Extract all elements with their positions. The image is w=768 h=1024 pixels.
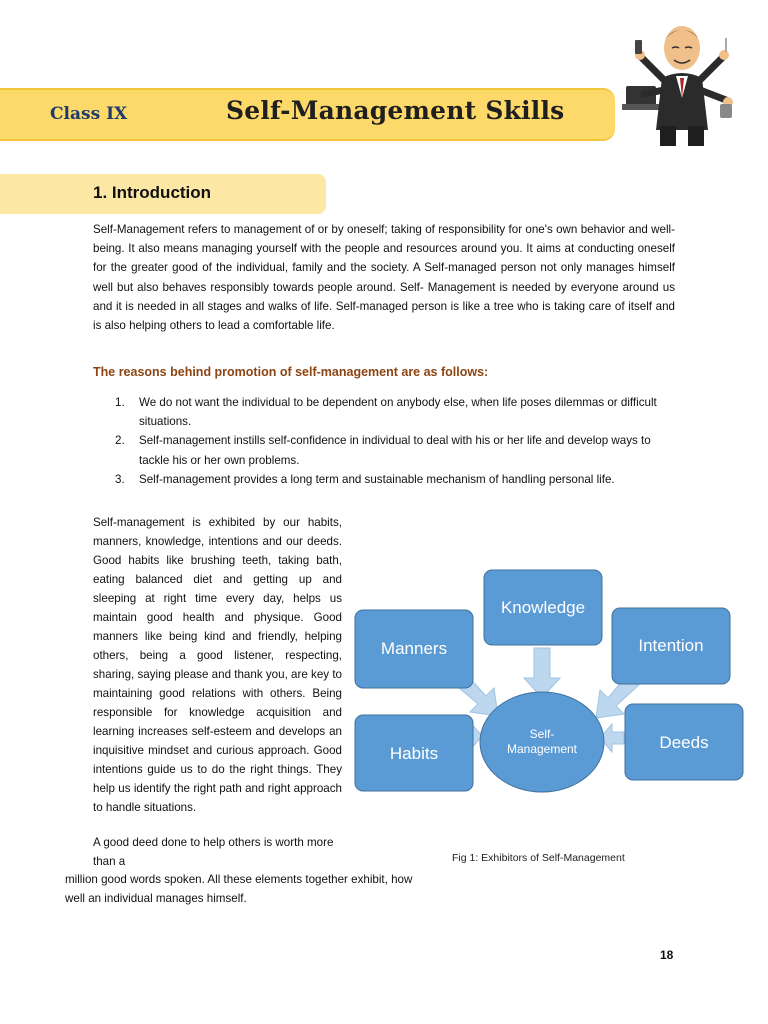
multitasking-businessman-illustration xyxy=(622,18,742,148)
intro-paragraph: Self-Management refers to management of or by oneself; taking of responsibility for one's own behavior and well-being. It also means managing yourself with the people and resources around you. It aims at conducting oneself for the greater good of the individual, family and the society. A Self-managed person not only manages himself well but also behaves responsibly towards people around. Self- Management is needed by everyone around us and it is needed in all stages and walks of life. Self-managed person is like a tree who is taking care of itself and is also helping others to lead a comfortable life. xyxy=(93,223,675,333)
intention-label: Intention xyxy=(638,636,704,655)
closing-text: million good words spoken. All these elements together exhibit, how well an individual manages himself. xyxy=(65,873,413,905)
good-deed-text: A good deed done to help others is worth more than a xyxy=(93,836,334,868)
center-label-line1: Self- xyxy=(529,727,555,741)
list-item-number: 2. xyxy=(115,434,125,448)
list-item xyxy=(93,393,675,431)
deeds-label: Deeds xyxy=(659,733,709,752)
figure-caption: Fig 1: Exhibitors of Self-Management xyxy=(452,852,625,864)
class-label: Class IX xyxy=(50,104,128,124)
list-item-number: 3. xyxy=(115,472,125,486)
list-item-text: Self-management provides a long term and sustainable mechanism of handling personal life. xyxy=(139,472,615,486)
page-number: 18 xyxy=(660,948,674,962)
exhibitors-paragraph: Self-management is exhibited by our habits, manners, knowledge, intentions and our deeds. Good habits like brushing teeth, taking bath, eating balanced diet and getting up and sleeping at right time every day, helps us maintain good health and physique. Good manners like being kind and friendly, helping others, being a good listener, respecting, sharing, saying please and thank you, are key to maintaining good relations with others. Being responsible for knowledge acquisition and learning increases self-esteem and develops an inquisitive mindset and curious approach. Good intentions guide us to do the right things. They help us identify the right path and right approach to handle situations. xyxy=(93,516,342,814)
self-management-diagram xyxy=(340,560,760,850)
list-item-text: Self-management instills self-confidence in individual to deal with his or her life and develop ways to tackle his or her own problems. xyxy=(139,434,651,467)
center-label-line2: Management xyxy=(506,742,578,756)
reasons-list xyxy=(93,393,675,489)
manners-label: Manners xyxy=(380,639,448,658)
list-item-text: We do not want the individual to be dependent on anybody else, when life poses dilemmas or difficult situations. xyxy=(139,396,657,429)
habits-label: Habits xyxy=(389,744,439,763)
arrow-knowledge xyxy=(524,648,560,698)
list-item-number: 1. xyxy=(115,396,125,409)
section-title: 1. Introduction xyxy=(93,183,212,202)
list-item xyxy=(93,431,675,469)
knowledge-label: Knowledge xyxy=(500,598,586,617)
page-title: Self-Management Skills xyxy=(226,96,565,125)
reasons-heading: The reasons behind promotion of self-management are as follows: xyxy=(93,365,489,379)
list-item xyxy=(93,470,675,489)
